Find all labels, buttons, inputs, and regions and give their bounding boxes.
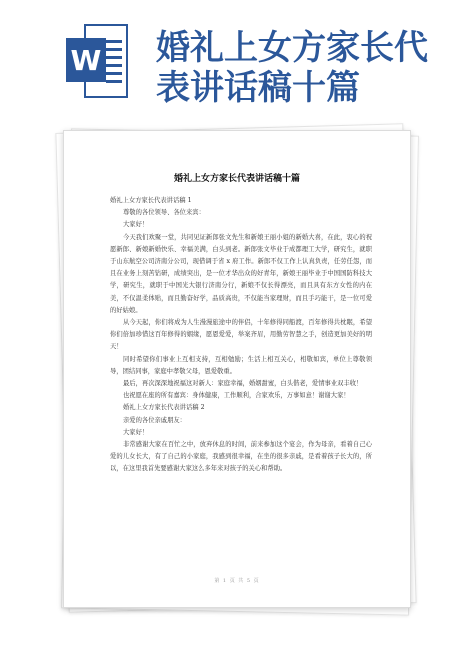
word-icon-line [106, 48, 122, 51]
document-paragraph: 最后，再次深深地祝福这对新人：家庭幸福，婚姻甜蜜，白头偕老，爱情事业双丰收！ [123, 380, 363, 388]
document-body [110, 195, 372, 476]
word-icon-line [106, 40, 122, 43]
word-icon-line [106, 72, 122, 75]
document-paragraph: 婚礼上女方家长代表讲话稿 2 [123, 404, 205, 412]
banner-title-line-1: 婚礼上女方家长代 [156, 28, 428, 68]
document-paragraph: 今天我们欢聚一堂，共同见证新郎张文先生和新娘王丽小姐的新婚大喜，在此，衷心的祝愿新郎、新娘新婚快乐、幸福美满，白头到老。新郎张文毕业于成都理工大学，研究生，就职于山东航空公司济南分公司，现借调于省 x 府工作。新郎不仅工作上认真负责，任劳任怨，而且在业务上刻苦钻研，成绩突出，是一位才华出众的好青年，新娘王丽毕业于中国国防科技大学，研究生，就职于中国光大银行济南分行，新娘不仅长得漂亮，而且具有东方女性的内在美，不仅温柔体贴，而且勤奋好学，品质高贵，不仅能当家理财，而且手巧能干，是一位可爱的好姑娘。 [110, 233, 372, 314]
word-document-icon [66, 24, 128, 98]
banner-title [156, 28, 456, 108]
document-paragraph: 婚礼上女方家长代表讲话稿 1 [110, 197, 192, 204]
document-paragraph: 亲爱的各位亲戚朋友： [123, 416, 186, 424]
document-banner [0, 0, 474, 120]
document-paragraph: 尊敬的各位领导、各位来宾： [123, 209, 205, 217]
document-paragraph: 也祝愿在座的所有嘉宾：身体健康，工作顺利，合家欢乐，万事如意！谢谢大家！ [123, 392, 350, 400]
document-paragraph: 大家好！ [123, 221, 149, 229]
document-paragraph: 从今天起，你们将成为人生漫漫旅途中的伴侣，十年修得同船渡，百年修得共枕眠，希望你们倍加珍惜这百年修得的姻缘，愿恩爱爱，举案齐眉，用勤劳智慧之手，创造更加美好的明天！ [110, 319, 372, 351]
word-icon-line [106, 80, 122, 83]
banner-title-line-2: 表讲话稿十篇 [156, 68, 360, 108]
document-paragraph: 大家好！ [123, 428, 149, 436]
word-icon-line [106, 56, 122, 59]
document-page [63, 130, 411, 608]
page-footer: 第 1 页 共 5 页 [214, 578, 260, 584]
document-title: 婚礼上女方家长代表讲话稿十篇 [173, 174, 300, 184]
word-icon-line [106, 64, 122, 67]
document-paragraph: 同时希望你们事业上互相支持，互相勉励；生活上相互关心，相敬如宾，单位上尊敬领导，团结同事，家庭中孝敬父母，恩爱敬重。 [110, 355, 372, 375]
document-paragraph: 非常感谢大家在百忙之中，放弃休息的时间，前来参加这个宴会，作为母亲，看着自己心爱的儿女长大，有了自己的小家庭，我感到很幸福，在坐的很多亲戚，是看着孩子长大的，所以，在这里我首先要感谢大家这么多年来对孩子的关心和帮助。 [110, 441, 372, 473]
word-icon-badge: W [66, 38, 106, 82]
